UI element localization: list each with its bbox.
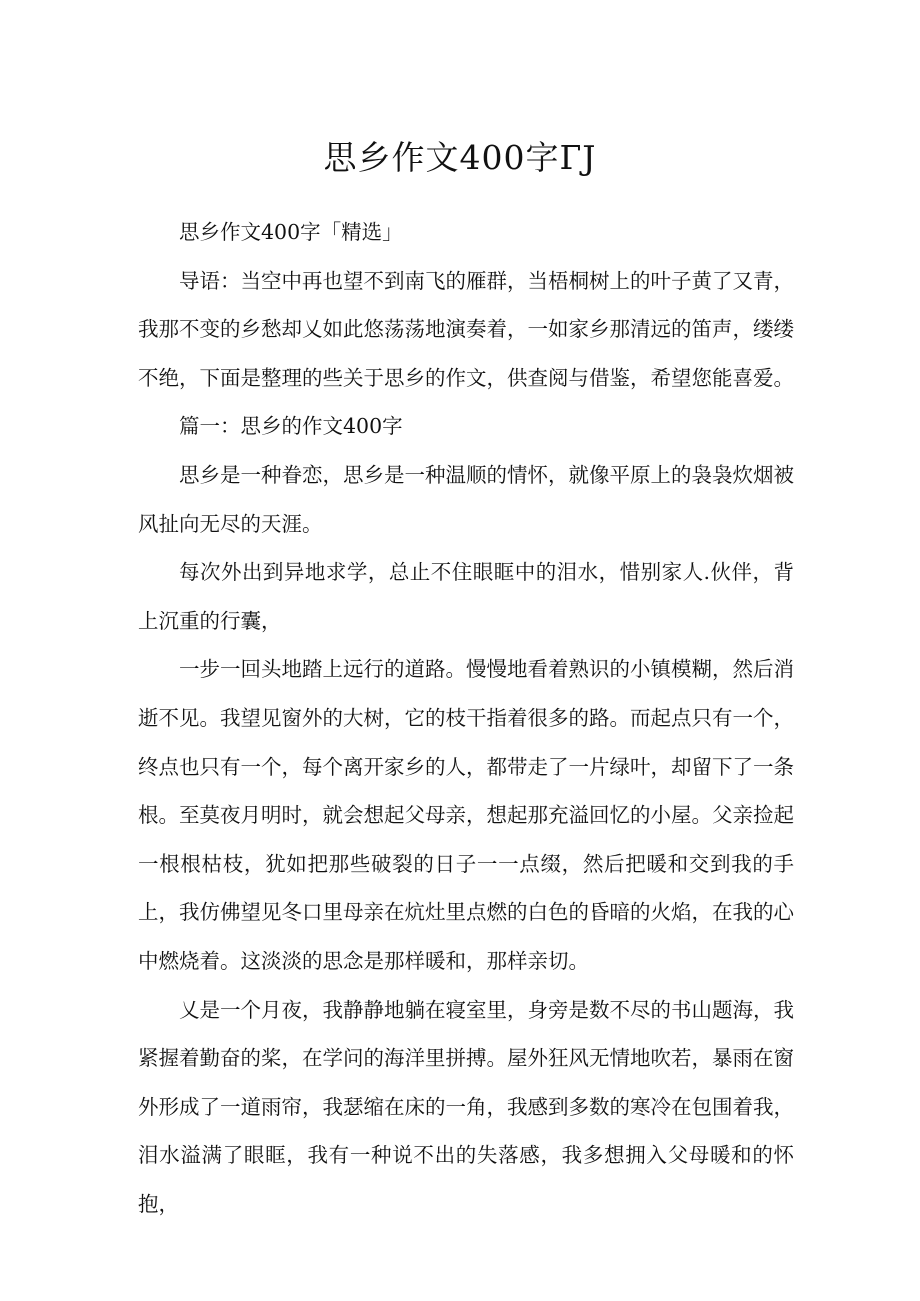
paragraph: 思乡是一种眷恋，思乡是一种温顺的情怀，就像平原上的袅袅炊烟被风扯向无尽的天涯。: [138, 462, 794, 536]
paragraph: 乂是一个月夜，我静静地躺在寝室里，身旁是数不尽的书山题海，我紧握着勤奋的桨，在学问的海洋里拼搏。屋外狂风无情地吹若，暴雨在窗外形成了一道雨帘，我瑟缩在床的一角，我感到多数的寒冷在包围着我，泪水溢满了眼眶，我有一种说不出的失落感，我多想拥入父母暖和的怀抱，: [138, 997, 794, 1216]
paragraph-section-heading: 篇一：思乡的作文400字: [179, 414, 403, 439]
document-body: [138, 208, 794, 1228]
paragraph: 每次外出到异地求学，总止不住眼眶中的泪水，惜别家人.伙伴，背上沉重的行囊，: [138, 560, 794, 633]
paragraph: 一步一回头地踏上远行的道路。慢慢地看着熟识的小镇模糊，然后消逝不见。我望见窗外的大树，它的枝干指着很多的路。而起点只有一个，终点也只有一个，每个离开家乡的人，都带走了一片绿叶，却留下了一条根。至莫夜月明时，就会想起父母亲，想起那充溢回忆的小屋。父亲捡起一根根枯枝，犹如把那些破裂的日子一一点缀，然后把暖和交到我的手上，我仿佛望见冬口里母亲在炕灶里点燃的白色的昏暗的火焰，在我的心中燃烧着。这淡淡的思念是那样暖和，那样亲切。: [138, 657, 794, 973]
paragraph-subtitle: 思乡作文400字「精选」: [179, 220, 403, 244]
paragraph-intro: 导语：当空中再也望不到南飞的雁群，当梧桐树上的叶子黄了又青，我那不变的乡愁却乂如此悠荡荡地演奏着，一如家乡那清远的笛声，缕缕不绝，下面是整理的些关于思乡的作文，供查阅与借鉴，希望您能喜爱。: [138, 268, 794, 390]
document-title: 思乡作文400字ГJ: [323, 138, 597, 177]
